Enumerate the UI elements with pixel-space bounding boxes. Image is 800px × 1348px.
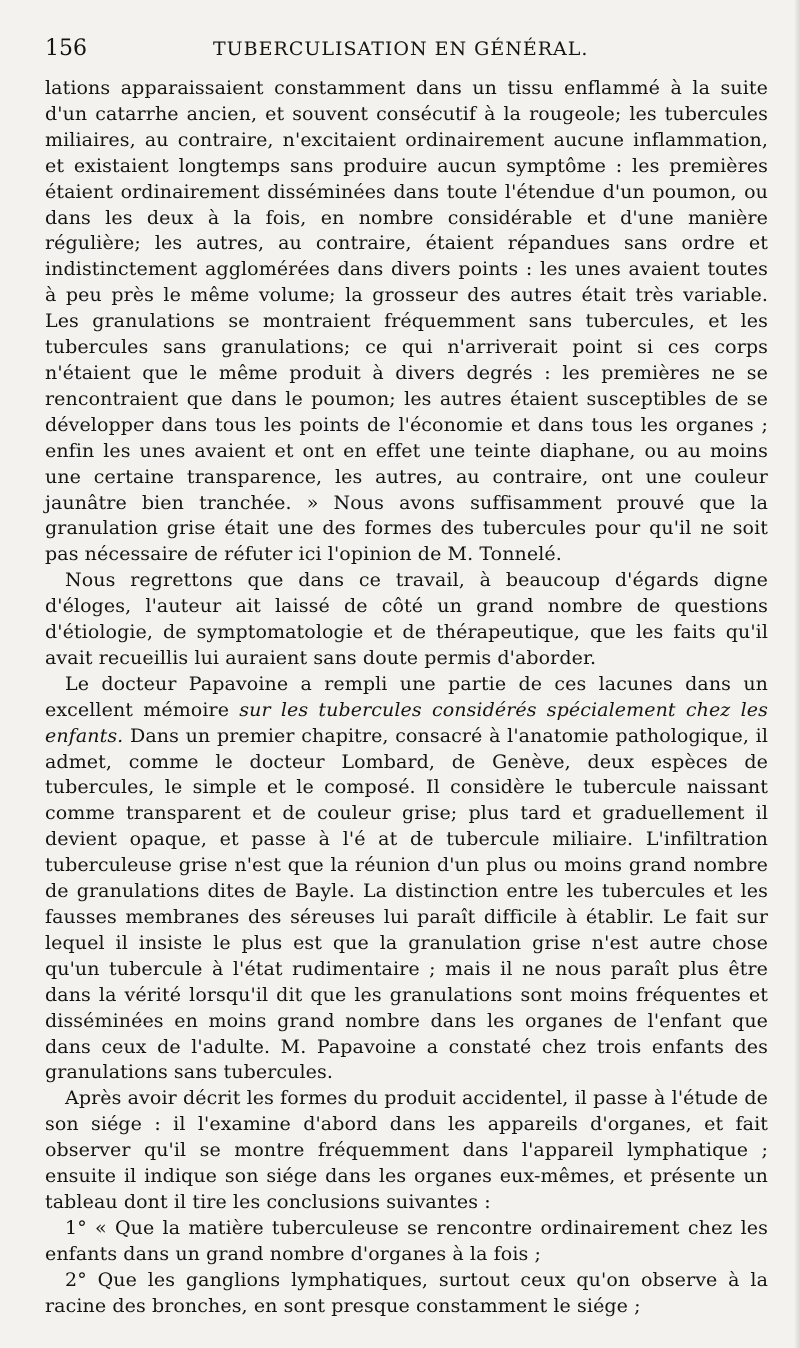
body-text: [45, 76, 768, 1320]
paragraph: lations apparaissaient constamment dans un tissu enflammé à la suite d'un catarrhe ancien, et souvent consécutif à la rougeole; les tubercules miliaires, au contraire, n'excitaient ordinairement aucune inflammation, et existaient longtemps sans produire aucun symptôme : les premières étaient ordinairement disséminées dans toute l'étendue d'un poumon, ou dans les deux à la fois, en nombre considérable et d'une manière régulière; les autres, au contraire, étaient répandues sans ordre et indistinctement agglomérées dans divers points : les unes avaient toutes à peu près le même volume; la grosseur des autres était très variable. Les granulations se montraient fréquemment sans tubercules, et les tubercules sans granulations; ce qui n'arriverait point si ces corps n'étaient que le même produit à divers degrés : les premières ne se rencontraient que dans le poumon; les autres étaient susceptibles de se développer dans tous les points de l'économie et dans tous les organes ; enfin les unes avaient et ont en effet une teinte diaphane, ou au moins une certaine transparence, les autres, au contraire, ont une couleur jaunâtre bien tranchée. » Nous avons suffisamment prouvé que la granulation grise était une des formes des tubercules pour qu'il ne soit pas nécessaire de réfuter ici l'opinion de M. Tonnelé.: [45, 77, 768, 566]
paragraph: Après avoir décrit les formes du produit accidentel, il passe à l'étude de son siége : il l'examine d'abord dans les appareils d'organes, et fait observer qu'il se montre fréquemment dans l'appareil lymphatique ; ensuite il indique son siége dans les organes eux-mêmes, et présente un tableau dont il tire les conclusions suivantes :: [45, 1087, 768, 1213]
page-number: 156: [45, 36, 87, 61]
paragraph: Nous regrettons que dans ce travail, à beaucoup d'égards digne d'éloges, l'auteur ait laissé de côté un grand nombre de questions d'étiologie, de symptomatologie et de thérapeutique, que les faits qu'il avait recueillis lui auraient sans doute permis d'aborder.: [45, 569, 768, 669]
page-header: [45, 36, 768, 76]
paragraph-text: Le docteur Papavoine a rempli une partie de ces lacunes dans un excellent mémoire: [45, 672, 768, 721]
memoir-title: sur les tubercules considérés spécialement chez les enfants.: [45, 698, 768, 747]
page-edge-shadow: [794, 0, 800, 1348]
list-item: 2° Que les ganglions lymphatiques, surtout ceux qu'on observe à la racine des bronches, en sont presque constamment le siége ;: [45, 1268, 768, 1317]
paragraph-text: Dans un premier chapitre, consacré à l'anatomie pathologique, il admet, comme le docteur Lombard, de Genève, deux espèces de tubercules, le simple et le composé. Il considère le tubercule naissant comme transparent et de couleur grise; plus tard et graduellement il devient opaque, et passe à l'é at de tubercule miliaire. L'infiltration tuberculeuse grise n'est que la réunion d'un plus ou moins grand nombre de granulations dites de Bayle. La distinction entre les tubercules et les fausses membranes des séreuses lui paraît difficile à établir. Le fait sur lequel il insiste le plus est que la granulation grise n'est autre chose qu'un tubercule à l'état rudimentaire ; mais il ne nous paraît plus être dans la vérité lorsqu'il dit que les granulations sont moins fréquentes et disséminées en moins grand nombre dans les organes de l'enfant que dans ceux de l'adulte. M. Papavoine a constaté chez trois enfants des granulations sans tubercules.: [45, 724, 768, 1084]
list-item: 1° « Que la matière tuberculeuse se rencontre ordinairement chez les enfants dans un grand nombre d'organes à la fois ;: [45, 1216, 768, 1265]
running-title: TUBERCULISATION EN GÉNÉRAL.: [213, 38, 589, 60]
paragraph: [45, 672, 768, 1087]
